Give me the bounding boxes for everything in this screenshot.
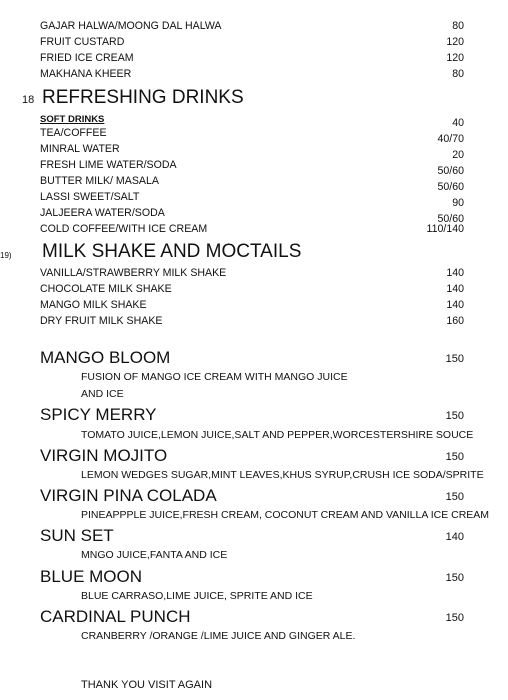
item-price: 120 [446,52,464,64]
item-name: FRIED ICE CREAM [40,52,134,64]
item-price: 50/60 [437,213,464,225]
mocktail-item [40,404,464,428]
item-price: 160 [446,315,464,327]
item-name: FRESH LIME WATER/SODA [40,159,177,171]
menu-item [40,282,464,297]
mocktail-price: 150 [445,491,464,503]
item-price: 140 [446,267,464,279]
mocktail-item [40,347,464,371]
menu-item [40,266,464,281]
mocktail-price: 140 [445,531,464,543]
item-price: 40 [452,117,464,129]
item-name: DRY FRUIT MILK SHAKE [40,315,163,327]
item-name: MINRAL WATER [40,143,120,155]
item-name: FRUIT CUSTARD [40,36,125,48]
mocktail-description: PINEAPPPLE JUICE,FRESH CREAM, COCONUT CREAM AND VANILLA ICE CREAM [81,509,490,521]
mocktail-name: VIRGIN PINA COLADA [40,486,217,505]
item-name: LASSI SWEET/SALT [40,191,140,203]
item-name: VANILLA/STRAWBERRY MILK SHAKE [40,267,227,279]
item-name: GAJAR HALWA/MOONG DAL HALWA [40,20,222,32]
menu-item [40,298,464,313]
item-name: MAKHANA KHEER [40,68,132,80]
mocktail-description: TOMATO JUICE,LEMON JUICE,SALT AND PEPPER,WORCESTERSHIRE SOUCE [81,429,474,441]
section-heading: REFRESHING DRINKS [42,87,244,108]
mocktail-description: MNGO JUICE,FANTA AND ICE [81,549,228,561]
mocktail-name: CARDINAL PUNCH [40,607,191,626]
mocktail-price: 150 [445,353,464,365]
item-name: COLD COFFEE/WITH ICE CREAM [40,223,208,235]
item-price: 140 [446,299,464,311]
mocktail-price: 150 [445,572,464,584]
section-number: 19) [0,251,12,260]
mocktail-description: AND ICE [81,388,124,400]
mocktail-price: 150 [445,612,464,624]
mocktail-description: FUSION OF MANGO ICE CREAM WITH MANGO JUICE [81,371,348,383]
mocktail-name: SUN SET [40,526,114,545]
mocktail-name: BLUE MOON [40,567,143,586]
item-price: 110/140 [426,223,464,235]
mocktail-price: 150 [445,451,464,463]
menu-item [40,35,464,50]
item-price: 50/60 [437,181,464,193]
item-price: 90 [452,197,464,209]
item-price: 120 [446,36,464,48]
item-name: BUTTER MILK/ MASALA [40,175,159,187]
item-price: 80 [452,20,464,32]
item-name: MANGO MILK SHAKE [40,299,147,311]
mocktail-item [40,485,464,509]
menu-item-extra-price [40,222,464,237]
item-name: JALJEERA WATER/SODA [40,207,165,219]
subheading: SOFT DRINKS [40,114,105,125]
item-name: TEA/COFFEE [40,127,107,139]
mocktail-name: MANGO BLOOM [40,348,171,367]
item-price: 40/70 [437,133,464,145]
menu-item [40,67,464,82]
mocktail-item [40,445,464,469]
item-price: 140 [446,283,464,295]
menu-item [40,314,464,329]
section-number: 18 [22,94,35,106]
section-heading: MILK SHAKE AND MOCTAILS [42,241,302,262]
item-price: 80 [452,68,464,80]
item-price: 50/60 [437,165,464,177]
item-price: 20 [452,149,464,161]
mocktail-item [40,566,464,590]
item-name: CHOCOLATE MILK SHAKE [40,283,172,295]
mocktail-description: BLUE CARRASO,LIME JUICE, SPRITE AND ICE [81,590,313,602]
mocktail-description: LEMON WEDGES SUGAR,MINT LEAVES,KHUS SYRUP,CRUSH ICE SODA/SPRITE [81,469,484,481]
mocktail-description: CRANBERRY /ORANGE /LIME JUICE AND GINGER ALE. [81,630,356,642]
mocktail-price: 150 [445,410,464,422]
footer-thanks: THANK YOU VISIT AGAIN [81,679,213,691]
mocktail-name: SPICY MERRY [40,405,157,424]
mocktail-item [40,606,464,630]
mocktail-name: VIRGIN MOJITO [40,446,168,465]
menu-item [40,19,464,34]
mocktail-item [40,525,464,549]
menu-item [40,51,464,66]
